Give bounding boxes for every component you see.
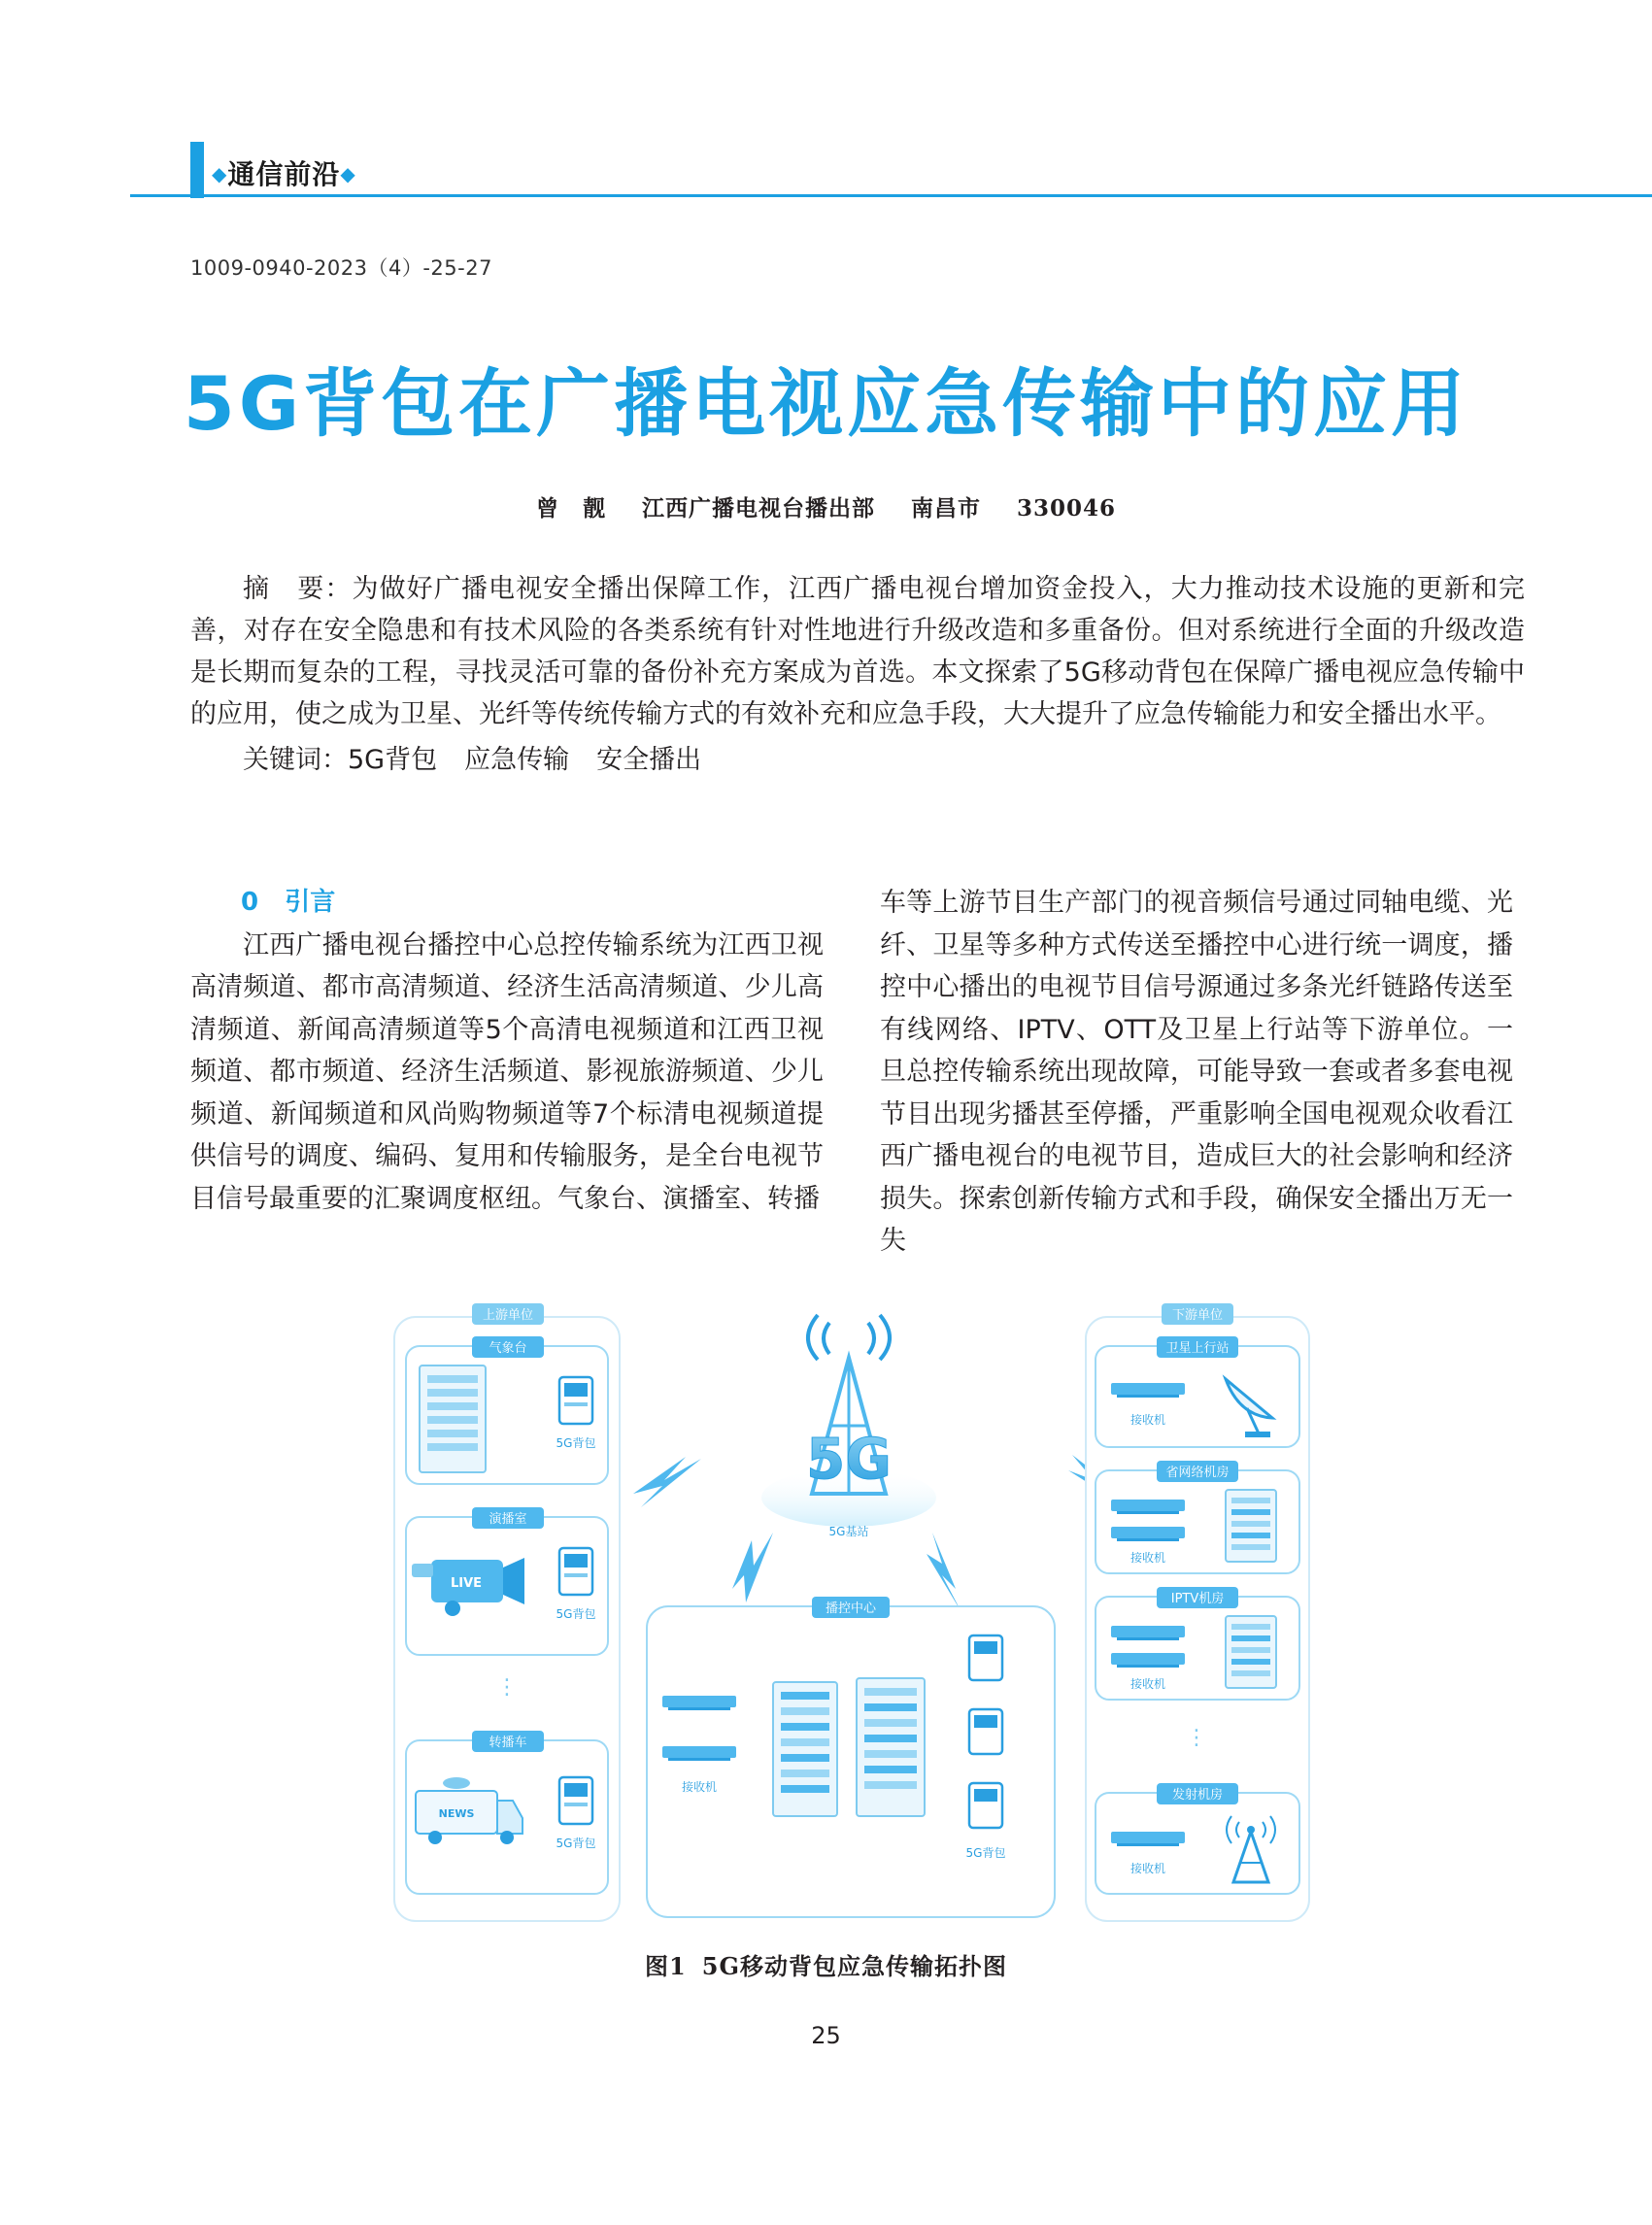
author-line xyxy=(0,490,1652,523)
author-city: 南昌市 xyxy=(910,495,981,522)
unit-name: 演播室 xyxy=(489,1512,527,1527)
diamond-icon: ◆ xyxy=(340,162,356,185)
backpack-icon xyxy=(969,1635,1002,1828)
body-paragraph: 江西广播电视台播控中心总控传输系统为江西卫视高清频道、都市高清频道、经济生活高清频道、少儿高清频道、新闻高清频道等5个高清电视频道和江西卫视频道、都市频道、经济生活频道、影视旅游频道、少儿频道、新闻频道和风尚购物频道等7个标清电视频道提供信号的调度、编码、复用和传输服务，是全台电视节目信号最重要的汇聚调度枢纽。气象台、演播室、转播 xyxy=(190,929,824,1214)
wireless-link-icon xyxy=(633,1457,701,1507)
keywords xyxy=(243,738,728,776)
5g-badge-text: 5G xyxy=(806,1426,892,1492)
body-paragraph: 车等上游节目生产部门的视音频信号通过同轴电缆、光纤、卫星等多种方式传送至播控中心进行统一调度，播控中心播出的电视节目信号源通过多条光纤链路传送至有线网络、IPTV、OTT及卫星上行站等下游单位。一旦总控传输系统出现故障，可能导致一套或者多套电视节目出现劣播甚至停播，严重影响全国电视观众收看江西广播电视台的电视节目，造成巨大的社会影响和经济损失。探索创新传输方式和手段，确保安全播出万无一失 xyxy=(880,888,1513,1256)
author-zip: 330046 xyxy=(1017,495,1117,522)
5g-base-station xyxy=(761,1315,936,1527)
device-label: 接收机 xyxy=(1129,1413,1166,1427)
body-column-right xyxy=(880,882,1513,1263)
header-accent-bar xyxy=(190,142,204,198)
abstract-text: 为做好广播电视安全播出保障工作，江西广播电视台增加资金投入，大力推动技术设施的更新和完善，对存在安全隐患和有技术风险的各类系统有针对性地进行升级改造和多重备份。但对系统进行全面的升级改造是长期而复杂的工程，寻找灵活可靠的备份补充方案成为首选。本文探索了5G移动背包在保障广播电视应急传输中的应用，使之成为卫星、光纤等传统传输方式的有效补充和应急手段，大大提升了应急传输能力和安全播出水平。 xyxy=(190,574,1526,729)
server-rack-icon xyxy=(1226,1490,1276,1562)
figure-caption xyxy=(0,1947,1652,1981)
unit-name: IPTV机房 xyxy=(1170,1592,1225,1606)
keywords-label: 关键词： xyxy=(243,745,348,775)
abstract-label: 摘 要： xyxy=(243,574,353,604)
section-title: 引言 xyxy=(285,888,336,917)
body-column-left xyxy=(190,882,824,1220)
unit-name: 省网络机房 xyxy=(1165,1466,1230,1480)
device-label: 接收机 xyxy=(1129,1551,1166,1565)
server-rack-icon xyxy=(1226,1616,1276,1688)
backpack-icon xyxy=(559,1777,592,1824)
device-label: 接收机 xyxy=(1129,1677,1166,1691)
page-number: 25 xyxy=(811,2022,841,2049)
receiver-icon xyxy=(1111,1383,1185,1398)
control-center-label: 播控中心 xyxy=(825,1601,877,1616)
keyword: 应急传输 xyxy=(464,745,570,775)
receiver-icon xyxy=(1111,1832,1185,1846)
backpack-icon xyxy=(559,1377,592,1424)
keyword: 安全播出 xyxy=(596,745,702,775)
upstream-label: 上游单位 xyxy=(482,1308,534,1323)
figure-caption-text: 5G移动背包应急传输拓扑图 xyxy=(701,1952,1007,1980)
downstream-label: 下游单位 xyxy=(1171,1308,1224,1323)
van-news-text: NEWS xyxy=(438,1807,475,1820)
abstract xyxy=(190,568,1525,735)
device-label: 接收机 xyxy=(681,1780,718,1794)
section-header xyxy=(212,153,356,192)
server-rack-icon xyxy=(857,1678,925,1816)
unit-name: 气象台 xyxy=(489,1341,527,1356)
wireless-link-icon xyxy=(732,1533,773,1602)
unit-name: 发射机房 xyxy=(1171,1788,1224,1803)
diamond-icon: ◆ xyxy=(212,162,228,185)
device-label: 5G背包 xyxy=(965,1846,1006,1860)
ellipsis-icon: ⋮ xyxy=(496,1675,518,1700)
figure-caption-label: 图1 xyxy=(645,1952,687,1980)
device-label: 接收机 xyxy=(1129,1862,1166,1875)
server-rack-icon xyxy=(420,1365,486,1472)
section-heading xyxy=(190,882,824,925)
device-label: 5G背包 xyxy=(556,1837,596,1850)
author-affiliation: 江西广播电视台播出部 xyxy=(641,495,875,522)
unit-name: 卫星上行站 xyxy=(1165,1341,1230,1356)
server-rack-icon xyxy=(773,1682,837,1816)
keyword: 5G背包 xyxy=(348,745,438,775)
section-header-label: 通信前沿 xyxy=(227,158,341,190)
device-label: 5G背包 xyxy=(556,1607,596,1621)
topology-figure xyxy=(392,1299,1311,1926)
base-station-label: 5G基站 xyxy=(828,1525,869,1538)
device-label: 5G背包 xyxy=(556,1436,596,1450)
ellipsis-icon: ⋮ xyxy=(1186,1726,1207,1750)
header-rule xyxy=(130,194,1652,197)
unit-name: 转播车 xyxy=(489,1736,527,1750)
section-number: 0 xyxy=(241,888,259,917)
author-name: 曾 靓 xyxy=(535,495,606,522)
backpack-icon xyxy=(559,1548,592,1595)
camera-live-text: LIVE xyxy=(450,1576,483,1591)
article-title: 5G背包在广播电视应急传输中的应用 xyxy=(183,360,1469,447)
wireless-link-icon xyxy=(927,1533,961,1612)
document-code: 1009-0940-2023（4）-25-27 xyxy=(190,256,492,280)
